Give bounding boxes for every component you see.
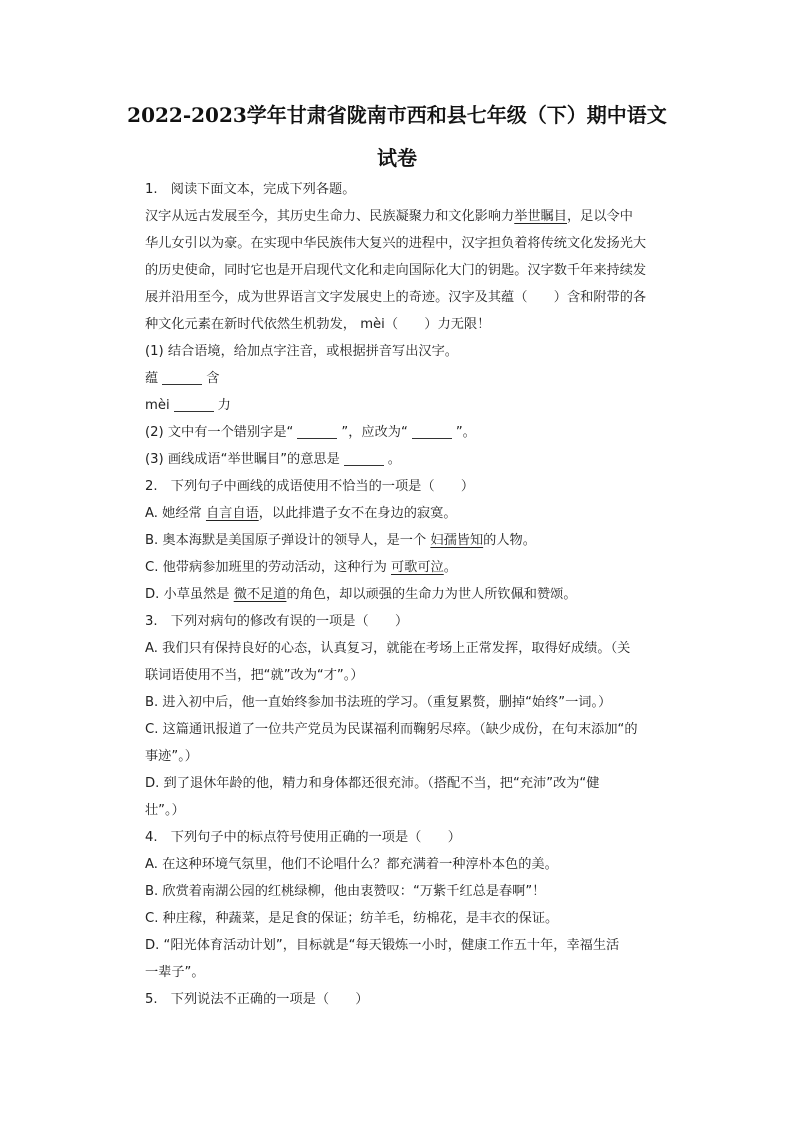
- exam-content: [145, 176, 675, 1013]
- q1-passage-line2: 华儿女引以为豪。在实现中华民族伟大复兴的进程中，汉字担负着将传统文化发扬光大: [145, 236, 647, 251]
- q1-underlined-idiom: 举世瞩目: [514, 209, 567, 224]
- q3-option-a-line1[interactable]: A. 我们只有保持良好的心态，认真复习，就能在考场上正常发挥，取得好成绩。（关: [145, 641, 631, 656]
- q2-option-c[interactable]: [145, 554, 675, 581]
- q1-sub2: [145, 419, 675, 446]
- answer-blank[interactable]: [344, 451, 384, 466]
- q3-option-d-line2[interactable]: 壮”。）: [145, 803, 185, 818]
- answer-blank[interactable]: [297, 424, 337, 439]
- q2-stem: 2. 下列句子中画线的成语使用不恰当的一项是（ ）: [145, 479, 475, 494]
- q3-option-d-line1[interactable]: D. 到了退休年龄的他，精力和身体都还很充沛。（搭配不当，把“充沛”改为“健: [145, 776, 600, 791]
- answer-blank[interactable]: [174, 397, 214, 412]
- q3-option-c-line1[interactable]: C. 这篇通讯报道了一位共产党员为民谋福利而鞠躬尽瘁。（缺少成份，在句末添加“的: [145, 722, 638, 737]
- q1-sub1-a-suffix: 含: [206, 371, 220, 386]
- q2-a-idiom: 自言自语: [205, 506, 259, 521]
- q4-option-d-line1[interactable]: D. “阳光体育活动计划”，目标就是“每天锻炼一小时，健康工作五十年，幸福生活: [145, 938, 620, 953]
- q1-sub2-suffix: ”。: [455, 425, 476, 440]
- page-title-line1: 2022-2023学年甘肃省陇南市西和县七年级（下）期中语文: [127, 103, 667, 127]
- q5-stem: 5. 下列说法不正确的一项是（ ）: [145, 992, 369, 1007]
- q3-option-c-line2[interactable]: 事迹”。）: [145, 749, 198, 764]
- q2-b-idiom: 妇孺皆知: [430, 533, 484, 548]
- q3-option-b[interactable]: B. 进入初中后，他一直始终参加书法班的学习。（重复累赘，删掉“始终”一词。）: [145, 695, 612, 710]
- page-title-line2: 试卷: [377, 146, 417, 170]
- q1-sub1-b: [145, 392, 675, 419]
- q2-c-text: C. 他带病参加班里的劳动活动，这种行为: [145, 560, 387, 575]
- q2-option-a[interactable]: [145, 500, 675, 527]
- q2-b-text-end: 的人物。: [483, 533, 536, 548]
- answer-blank[interactable]: [162, 370, 202, 385]
- q4-option-d-line2[interactable]: 一辈子”。: [145, 965, 205, 980]
- q2-option-b[interactable]: [145, 527, 675, 554]
- q1-passage-line5: 种文化元素在新时代依然生机勃发， mèi（ ）力无限！: [145, 317, 491, 332]
- q1-passage-line4: 展并沿用至今，成为世界语言文字发展史上的奇迹。汉字及其蕴（ ）含和附带的各: [145, 290, 647, 305]
- q1-sub1: (1) 结合语境，给加点字注音，或根据拼音写出汉字。: [145, 344, 458, 359]
- q1-passage-text-end: ，足以令中: [567, 209, 633, 224]
- q2-d-idiom: 微不足道: [233, 587, 287, 602]
- q4-option-c[interactable]: C. 种庄稼，种蔬菜，是足食的保证；纺羊毛，纺棉花，是丰衣的保证。: [145, 911, 559, 926]
- q2-option-d[interactable]: [145, 581, 675, 608]
- q1-sub3-suffix: 。: [387, 452, 401, 467]
- q1-sub1-a-char: 蕴: [145, 371, 159, 386]
- q3-option-a-line2[interactable]: 联词语使用不当，把“就”改为“才”。）: [145, 668, 364, 683]
- q2-b-text: B. 奥本海默是美国原子弹设计的领导人，是一个: [145, 533, 427, 548]
- q1-sub3: [145, 446, 675, 473]
- q2-d-text: D. 小草虽然是: [145, 587, 230, 602]
- q1-sub2-prefix: (2) 文中有一个错别字是“: [145, 425, 294, 440]
- q2-d-text-end: 的角色，却以顽强的生命力为世人所钦佩和赞颂。: [286, 587, 577, 602]
- q1-passage-text: 汉字从远古发展至今，其历史生命力、民族凝聚力和文化影响力: [145, 209, 515, 224]
- q3-stem: 3. 下列对病句的修改有误的一项是（ ）: [145, 614, 409, 629]
- q1-sub1-b-suffix: 力: [217, 398, 231, 413]
- q2-c-text-end: 。: [443, 560, 457, 575]
- q1-passage-line1: [145, 203, 675, 230]
- q1-passage-line3: 的历史使命，同时它也是开启现代文化和走向国际化大门的钥匙。汉字数千年来持续发: [145, 263, 647, 278]
- q1-sub2-middle: ”，应改为“: [341, 425, 408, 440]
- q4-option-b[interactable]: B. 欣赏着南湖公园的红桃绿柳，他由衷赞叹：“万紫千红总是春啊”！: [145, 884, 546, 899]
- q2-c-idiom: 可歌可泣: [390, 560, 444, 575]
- q1-sub1-a: [145, 365, 675, 392]
- q1-sub3-prefix: (3) 画线成语“举世瞩目”的意思是: [145, 452, 340, 467]
- q4-option-a[interactable]: A. 在这种环境气氛里，他们不论唱什么？都充满着一种淳朴本色的美。: [145, 857, 558, 872]
- answer-blank[interactable]: [412, 424, 452, 439]
- q2-a-text: A. 她经常: [145, 506, 202, 521]
- q1-sub1-b-pinyin: mèi: [145, 398, 170, 413]
- q4-stem: 4. 下列句子中的标点符号使用正确的一项是（ ）: [145, 830, 461, 845]
- q1-stem: 1. 阅读下面文本，完成下列各题。: [145, 182, 356, 197]
- q2-a-text-end: ，以此排遣子女不在身边的寂寞。: [258, 506, 457, 521]
